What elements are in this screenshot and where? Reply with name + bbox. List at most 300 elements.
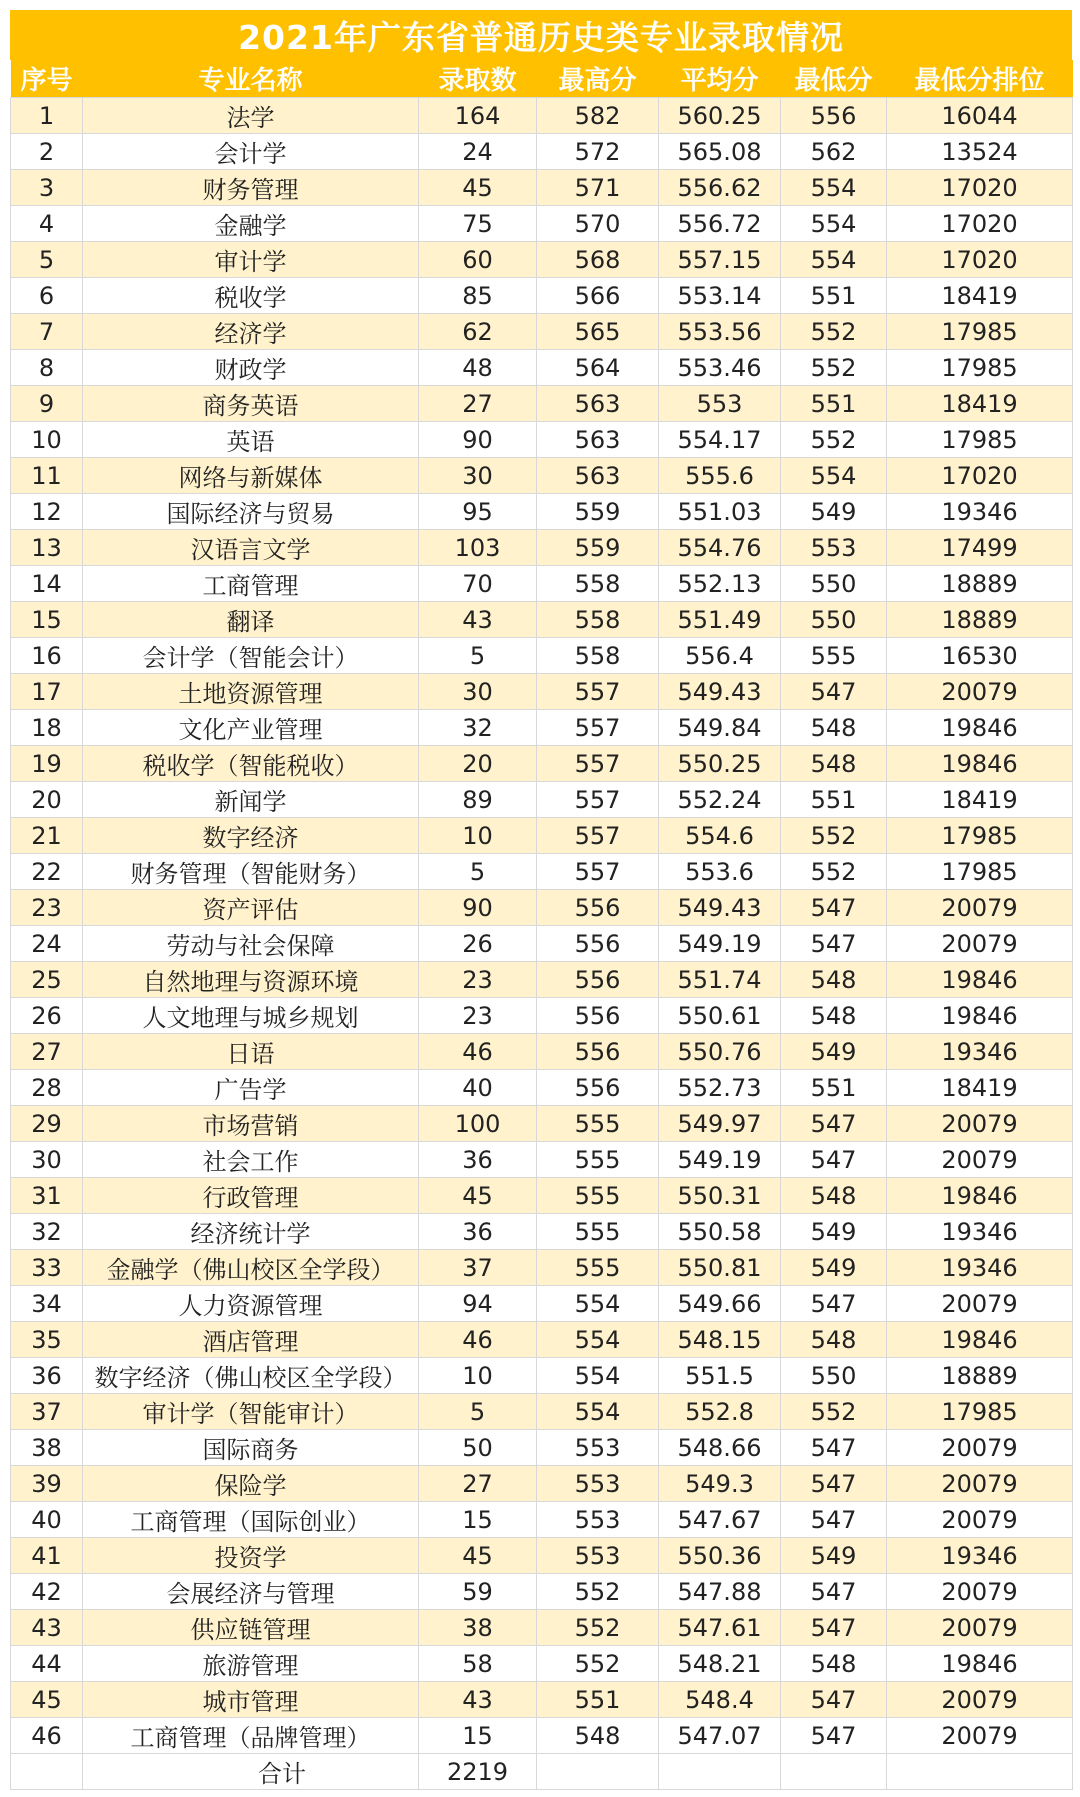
min-score-cell[interactable]: 550: [781, 1358, 887, 1394]
min-score-cell[interactable]: 548: [781, 710, 887, 746]
min-rank-cell[interactable]: 17985: [887, 422, 1073, 458]
max-score-cell[interactable]: 558: [537, 638, 659, 674]
major-name-cell[interactable]: 自然地理与资源环境: [83, 962, 419, 998]
max-score-cell[interactable]: 555: [537, 1214, 659, 1250]
min-rank-cell[interactable]: 18889: [887, 566, 1073, 602]
row-index-cell[interactable]: 41: [11, 1538, 83, 1574]
max-score-cell[interactable]: 571: [537, 170, 659, 206]
min-score-cell[interactable]: 550: [781, 566, 887, 602]
major-name-cell[interactable]: 工商管理（国际创业）: [83, 1502, 419, 1538]
admitted-count-cell[interactable]: 45: [419, 1538, 537, 1574]
col-header-major[interactable]: 专业名称: [198, 66, 303, 96]
min-score-cell[interactable]: 547: [781, 1430, 887, 1466]
max-score-cell[interactable]: 554: [537, 1394, 659, 1430]
avg-score-cell[interactable]: 549.97: [659, 1106, 781, 1142]
max-score-cell[interactable]: 570: [537, 206, 659, 242]
min-score-cell[interactable]: 549: [781, 494, 887, 530]
max-score-cell[interactable]: 556: [537, 1070, 659, 1106]
major-name-cell[interactable]: 市场营销: [83, 1106, 419, 1142]
max-score-cell[interactable]: 557: [537, 782, 659, 818]
min-rank-cell[interactable]: 16530: [887, 638, 1073, 674]
admitted-count-cell[interactable]: 164: [419, 98, 537, 134]
max-score-cell[interactable]: 557: [537, 710, 659, 746]
admitted-count-cell[interactable]: 40: [419, 1070, 537, 1106]
major-name-cell[interactable]: 供应链管理: [83, 1610, 419, 1646]
min-rank-cell[interactable]: 17020: [887, 170, 1073, 206]
avg-score-cell[interactable]: 553.6: [659, 854, 781, 890]
min-rank-cell[interactable]: 20079: [887, 1502, 1073, 1538]
min-rank-cell[interactable]: 17985: [887, 350, 1073, 386]
min-rank-cell[interactable]: 19346: [887, 1538, 1073, 1574]
major-name-cell[interactable]: 英语: [83, 422, 419, 458]
min-rank-cell[interactable]: 19346: [887, 1250, 1073, 1286]
admitted-count-cell[interactable]: 94: [419, 1286, 537, 1322]
max-score-cell[interactable]: 556: [537, 998, 659, 1034]
max-score-cell[interactable]: 552: [537, 1574, 659, 1610]
max-score-cell[interactable]: 556: [537, 890, 659, 926]
max-score-cell[interactable]: 572: [537, 134, 659, 170]
avg-score-cell[interactable]: 549.43: [659, 890, 781, 926]
min-score-cell[interactable]: 547: [781, 674, 887, 710]
min-rank-cell[interactable]: 17020: [887, 206, 1073, 242]
min-rank-cell[interactable]: 20079: [887, 1430, 1073, 1466]
row-index-cell[interactable]: 18: [11, 710, 83, 746]
admitted-count-cell[interactable]: 27: [419, 386, 537, 422]
row-index-cell[interactable]: 44: [11, 1646, 83, 1682]
min-rank-cell[interactable]: 20079: [887, 1718, 1073, 1754]
max-score-cell[interactable]: 557: [537, 674, 659, 710]
avg-score-cell[interactable]: 560.25: [659, 98, 781, 134]
min-rank-cell[interactable]: 19846: [887, 710, 1073, 746]
major-name-cell[interactable]: 酒店管理: [83, 1322, 419, 1358]
min-score-cell[interactable]: 548: [781, 962, 887, 998]
avg-score-cell[interactable]: 553.56: [659, 314, 781, 350]
major-name-cell[interactable]: 投资学: [83, 1538, 419, 1574]
total-empty-cell[interactable]: [659, 1754, 781, 1790]
major-name-cell[interactable]: 财务管理: [83, 170, 419, 206]
min-score-cell[interactable]: 547: [781, 1106, 887, 1142]
avg-score-cell[interactable]: 551.5: [659, 1358, 781, 1394]
admitted-count-cell[interactable]: 58: [419, 1646, 537, 1682]
max-score-cell[interactable]: 582: [537, 98, 659, 134]
min-rank-cell[interactable]: 20079: [887, 890, 1073, 926]
min-score-cell[interactable]: 552: [781, 854, 887, 890]
min-score-cell[interactable]: 547: [781, 1286, 887, 1322]
major-name-cell[interactable]: 会展经济与管理: [83, 1574, 419, 1610]
min-score-cell[interactable]: 552: [781, 314, 887, 350]
admitted-count-cell[interactable]: 89: [419, 782, 537, 818]
max-score-cell[interactable]: 555: [537, 1250, 659, 1286]
max-score-cell[interactable]: 564: [537, 350, 659, 386]
min-score-cell[interactable]: 547: [781, 1682, 887, 1718]
min-rank-cell[interactable]: 20079: [887, 1286, 1073, 1322]
admitted-count-cell[interactable]: 95: [419, 494, 537, 530]
min-rank-cell[interactable]: 18419: [887, 386, 1073, 422]
avg-score-cell[interactable]: 550.58: [659, 1214, 781, 1250]
major-name-cell[interactable]: 会计学: [83, 134, 419, 170]
min-score-cell[interactable]: 550: [781, 602, 887, 638]
admitted-count-cell[interactable]: 103: [419, 530, 537, 566]
col-header-avg[interactable]: 平均分: [680, 66, 759, 96]
min-score-cell[interactable]: 551: [781, 782, 887, 818]
avg-score-cell[interactable]: 551.74: [659, 962, 781, 998]
min-rank-cell[interactable]: 17985: [887, 854, 1073, 890]
major-name-cell[interactable]: 城市管理: [83, 1682, 419, 1718]
avg-score-cell[interactable]: 548.15: [659, 1322, 781, 1358]
major-name-cell[interactable]: 审计学: [83, 242, 419, 278]
avg-score-cell[interactable]: 557.15: [659, 242, 781, 278]
max-score-cell[interactable]: 548: [537, 1718, 659, 1754]
row-index-cell[interactable]: 5: [11, 242, 83, 278]
major-name-cell[interactable]: 广告学: [83, 1070, 419, 1106]
admitted-count-cell[interactable]: 36: [419, 1214, 537, 1250]
row-index-cell[interactable]: 14: [11, 566, 83, 602]
row-index-cell[interactable]: 27: [11, 1034, 83, 1070]
max-score-cell[interactable]: 551: [537, 1682, 659, 1718]
min-rank-cell[interactable]: 16044: [887, 98, 1073, 134]
avg-score-cell[interactable]: 549.19: [659, 926, 781, 962]
major-name-cell[interactable]: 人文地理与城乡规划: [83, 998, 419, 1034]
min-rank-cell[interactable]: 18889: [887, 1358, 1073, 1394]
major-name-cell[interactable]: 金融学: [83, 206, 419, 242]
row-index-cell[interactable]: 31: [11, 1178, 83, 1214]
row-index-cell[interactable]: 6: [11, 278, 83, 314]
major-name-cell[interactable]: 经济学: [83, 314, 419, 350]
admitted-count-cell[interactable]: 32: [419, 710, 537, 746]
major-name-cell[interactable]: 税收学（智能税收）: [83, 746, 419, 782]
avg-score-cell[interactable]: 549.19: [659, 1142, 781, 1178]
admitted-count-cell[interactable]: 43: [419, 602, 537, 638]
avg-score-cell[interactable]: 547.67: [659, 1502, 781, 1538]
min-score-cell[interactable]: 548: [781, 1646, 887, 1682]
row-index-cell[interactable]: 26: [11, 998, 83, 1034]
min-rank-cell[interactable]: 20079: [887, 926, 1073, 962]
col-header-min[interactable]: 最低分: [794, 66, 873, 96]
major-name-cell[interactable]: 劳动与社会保障: [83, 926, 419, 962]
min-rank-cell[interactable]: 19346: [887, 1214, 1073, 1250]
max-score-cell[interactable]: 555: [537, 1106, 659, 1142]
max-score-cell[interactable]: 558: [537, 602, 659, 638]
min-score-cell[interactable]: 548: [781, 1178, 887, 1214]
row-index-cell[interactable]: 35: [11, 1322, 83, 1358]
min-score-cell[interactable]: 547: [781, 890, 887, 926]
max-score-cell[interactable]: 553: [537, 1538, 659, 1574]
min-score-cell[interactable]: 551: [781, 386, 887, 422]
min-rank-cell[interactable]: 19846: [887, 1322, 1073, 1358]
max-score-cell[interactable]: 555: [537, 1178, 659, 1214]
major-name-cell[interactable]: 数字经济: [83, 818, 419, 854]
major-name-cell[interactable]: 文化产业管理: [83, 710, 419, 746]
major-name-cell[interactable]: 审计学（智能审计）: [83, 1394, 419, 1430]
min-score-cell[interactable]: 552: [781, 422, 887, 458]
row-index-cell[interactable]: 29: [11, 1106, 83, 1142]
row-index-cell[interactable]: 30: [11, 1142, 83, 1178]
row-index-cell[interactable]: 8: [11, 350, 83, 386]
major-name-cell[interactable]: 工商管理: [83, 566, 419, 602]
row-index-cell[interactable]: 34: [11, 1286, 83, 1322]
avg-score-cell[interactable]: 547.88: [659, 1574, 781, 1610]
min-rank-cell[interactable]: 20079: [887, 1610, 1073, 1646]
major-name-cell[interactable]: 保险学: [83, 1466, 419, 1502]
avg-score-cell[interactable]: 550.31: [659, 1178, 781, 1214]
min-score-cell[interactable]: 549: [781, 1250, 887, 1286]
max-score-cell[interactable]: 563: [537, 422, 659, 458]
total-value[interactable]: 2219: [419, 1754, 537, 1790]
avg-score-cell[interactable]: 554.76: [659, 530, 781, 566]
avg-score-cell[interactable]: 552.13: [659, 566, 781, 602]
row-index-cell[interactable]: 15: [11, 602, 83, 638]
max-score-cell[interactable]: 563: [537, 458, 659, 494]
min-score-cell[interactable]: 547: [781, 1502, 887, 1538]
row-index-cell[interactable]: 25: [11, 962, 83, 998]
major-name-cell[interactable]: 金融学（佛山校区全学段）: [83, 1250, 419, 1286]
admitted-count-cell[interactable]: 90: [419, 890, 537, 926]
admitted-count-cell[interactable]: 27: [419, 1466, 537, 1502]
avg-score-cell[interactable]: 547.61: [659, 1610, 781, 1646]
min-score-cell[interactable]: 553: [781, 530, 887, 566]
avg-score-cell[interactable]: 553.46: [659, 350, 781, 386]
row-index-cell[interactable]: 23: [11, 890, 83, 926]
min-rank-cell[interactable]: 20079: [887, 1466, 1073, 1502]
min-rank-cell[interactable]: 20079: [887, 1574, 1073, 1610]
major-name-cell[interactable]: 会计学（智能会计）: [83, 638, 419, 674]
admitted-count-cell[interactable]: 20: [419, 746, 537, 782]
min-rank-cell[interactable]: 19846: [887, 998, 1073, 1034]
min-score-cell[interactable]: 547: [781, 1574, 887, 1610]
avg-score-cell[interactable]: 553.14: [659, 278, 781, 314]
min-rank-cell[interactable]: 18419: [887, 278, 1073, 314]
max-score-cell[interactable]: 556: [537, 926, 659, 962]
min-score-cell[interactable]: 549: [781, 1034, 887, 1070]
row-index-cell[interactable]: 4: [11, 206, 83, 242]
major-name-cell[interactable]: 土地资源管理: [83, 674, 419, 710]
min-rank-cell[interactable]: 20079: [887, 1106, 1073, 1142]
total-empty-cell[interactable]: [781, 1754, 887, 1790]
avg-score-cell[interactable]: 552.8: [659, 1394, 781, 1430]
avg-score-cell[interactable]: 556.62: [659, 170, 781, 206]
admitted-count-cell[interactable]: 60: [419, 242, 537, 278]
max-score-cell[interactable]: 556: [537, 1034, 659, 1070]
avg-score-cell[interactable]: 553: [659, 386, 781, 422]
row-index-cell[interactable]: 21: [11, 818, 83, 854]
avg-score-cell[interactable]: 549.84: [659, 710, 781, 746]
row-index-cell[interactable]: 45: [11, 1682, 83, 1718]
max-score-cell[interactable]: 559: [537, 494, 659, 530]
major-name-cell[interactable]: 税收学: [83, 278, 419, 314]
admitted-count-cell[interactable]: 10: [419, 1358, 537, 1394]
col-header-max[interactable]: 最高分: [558, 66, 637, 96]
row-index-cell[interactable]: 13: [11, 530, 83, 566]
min-rank-cell[interactable]: 17985: [887, 1394, 1073, 1430]
admitted-count-cell[interactable]: 30: [419, 458, 537, 494]
row-index-cell[interactable]: 39: [11, 1466, 83, 1502]
row-index-cell[interactable]: 17: [11, 674, 83, 710]
row-index-cell[interactable]: 32: [11, 1214, 83, 1250]
admitted-count-cell[interactable]: 43: [419, 1682, 537, 1718]
avg-score-cell[interactable]: 548.4: [659, 1682, 781, 1718]
row-index-cell[interactable]: 20: [11, 782, 83, 818]
avg-score-cell[interactable]: 550.81: [659, 1250, 781, 1286]
min-score-cell[interactable]: 551: [781, 1070, 887, 1106]
max-score-cell[interactable]: 553: [537, 1430, 659, 1466]
col-header-admitted[interactable]: 录取数: [438, 66, 517, 96]
admitted-count-cell[interactable]: 24: [419, 134, 537, 170]
row-index-cell[interactable]: 43: [11, 1610, 83, 1646]
max-score-cell[interactable]: 557: [537, 818, 659, 854]
min-score-cell[interactable]: 548: [781, 998, 887, 1034]
admitted-count-cell[interactable]: 15: [419, 1718, 537, 1754]
avg-score-cell[interactable]: 550.76: [659, 1034, 781, 1070]
admitted-count-cell[interactable]: 90: [419, 422, 537, 458]
admitted-count-cell[interactable]: 59: [419, 1574, 537, 1610]
min-score-cell[interactable]: 554: [781, 458, 887, 494]
admitted-count-cell[interactable]: 36: [419, 1142, 537, 1178]
row-index-cell[interactable]: 12: [11, 494, 83, 530]
row-index-cell[interactable]: 16: [11, 638, 83, 674]
min-score-cell[interactable]: 547: [781, 1466, 887, 1502]
row-index-cell[interactable]: 3: [11, 170, 83, 206]
max-score-cell[interactable]: 556: [537, 962, 659, 998]
avg-score-cell[interactable]: 551.03: [659, 494, 781, 530]
min-rank-cell[interactable]: 19346: [887, 1034, 1073, 1070]
admitted-count-cell[interactable]: 23: [419, 998, 537, 1034]
avg-score-cell[interactable]: 550.61: [659, 998, 781, 1034]
major-name-cell[interactable]: 人力资源管理: [83, 1286, 419, 1322]
row-index-cell[interactable]: 2: [11, 134, 83, 170]
admitted-count-cell[interactable]: 23: [419, 962, 537, 998]
min-score-cell[interactable]: 552: [781, 818, 887, 854]
row-index-cell[interactable]: 11: [11, 458, 83, 494]
major-name-cell[interactable]: 财政学: [83, 350, 419, 386]
major-name-cell[interactable]: 汉语言文学: [83, 530, 419, 566]
avg-score-cell[interactable]: 547.07: [659, 1718, 781, 1754]
min-rank-cell[interactable]: 17985: [887, 818, 1073, 854]
max-score-cell[interactable]: 568: [537, 242, 659, 278]
major-name-cell[interactable]: 商务英语: [83, 386, 419, 422]
max-score-cell[interactable]: 565: [537, 314, 659, 350]
min-rank-cell[interactable]: 19846: [887, 1178, 1073, 1214]
avg-score-cell[interactable]: 548.66: [659, 1430, 781, 1466]
max-score-cell[interactable]: 552: [537, 1646, 659, 1682]
avg-score-cell[interactable]: 552.73: [659, 1070, 781, 1106]
major-name-cell[interactable]: 工商管理（品牌管理）: [83, 1718, 419, 1754]
min-rank-cell[interactable]: 20079: [887, 1682, 1073, 1718]
total-empty-cell[interactable]: [537, 1754, 659, 1790]
major-name-cell[interactable]: 经济统计学: [83, 1214, 419, 1250]
max-score-cell[interactable]: 559: [537, 530, 659, 566]
total-index-cell[interactable]: [11, 1754, 83, 1790]
min-score-cell[interactable]: 549: [781, 1214, 887, 1250]
min-rank-cell[interactable]: 20079: [887, 1142, 1073, 1178]
avg-score-cell[interactable]: 554.17: [659, 422, 781, 458]
row-index-cell[interactable]: 36: [11, 1358, 83, 1394]
row-index-cell[interactable]: 38: [11, 1430, 83, 1466]
max-score-cell[interactable]: 554: [537, 1286, 659, 1322]
min-score-cell[interactable]: 548: [781, 746, 887, 782]
major-name-cell[interactable]: 法学: [83, 98, 419, 134]
min-score-cell[interactable]: 555: [781, 638, 887, 674]
major-name-cell[interactable]: 旅游管理: [83, 1646, 419, 1682]
max-score-cell[interactable]: 553: [537, 1466, 659, 1502]
major-name-cell[interactable]: 行政管理: [83, 1178, 419, 1214]
admitted-count-cell[interactable]: 45: [419, 170, 537, 206]
col-header-min-rank[interactable]: 最低分排位: [914, 66, 1045, 96]
min-score-cell[interactable]: 551: [781, 278, 887, 314]
min-rank-cell[interactable]: 18419: [887, 782, 1073, 818]
major-name-cell[interactable]: 数字经济（佛山校区全学段）: [83, 1358, 419, 1394]
min-rank-cell[interactable]: 19346: [887, 494, 1073, 530]
admitted-count-cell[interactable]: 46: [419, 1322, 537, 1358]
min-rank-cell[interactable]: 17020: [887, 458, 1073, 494]
admitted-count-cell[interactable]: 50: [419, 1430, 537, 1466]
min-score-cell[interactable]: 552: [781, 1394, 887, 1430]
min-score-cell[interactable]: 554: [781, 170, 887, 206]
admitted-count-cell[interactable]: 62: [419, 314, 537, 350]
max-score-cell[interactable]: 558: [537, 566, 659, 602]
avg-score-cell[interactable]: 556.4: [659, 638, 781, 674]
min-score-cell[interactable]: 554: [781, 206, 887, 242]
avg-score-cell[interactable]: 548.21: [659, 1646, 781, 1682]
row-index-cell[interactable]: 42: [11, 1574, 83, 1610]
admitted-count-cell[interactable]: 26: [419, 926, 537, 962]
max-score-cell[interactable]: 552: [537, 1610, 659, 1646]
avg-score-cell[interactable]: 549.43: [659, 674, 781, 710]
row-index-cell[interactable]: 24: [11, 926, 83, 962]
major-name-cell[interactable]: 新闻学: [83, 782, 419, 818]
max-score-cell[interactable]: 555: [537, 1142, 659, 1178]
major-name-cell[interactable]: 翻译: [83, 602, 419, 638]
row-index-cell[interactable]: 46: [11, 1718, 83, 1754]
row-index-cell[interactable]: 9: [11, 386, 83, 422]
total-empty-cell[interactable]: [887, 1754, 1073, 1790]
major-name-cell[interactable]: 国际商务: [83, 1430, 419, 1466]
max-score-cell[interactable]: 557: [537, 854, 659, 890]
row-index-cell[interactable]: 37: [11, 1394, 83, 1430]
admitted-count-cell[interactable]: 5: [419, 1394, 537, 1430]
min-score-cell[interactable]: 547: [781, 1142, 887, 1178]
max-score-cell[interactable]: 554: [537, 1358, 659, 1394]
admitted-count-cell[interactable]: 37: [419, 1250, 537, 1286]
admitted-count-cell[interactable]: 70: [419, 566, 537, 602]
avg-score-cell[interactable]: 549.3: [659, 1466, 781, 1502]
major-name-cell[interactable]: 资产评估: [83, 890, 419, 926]
max-score-cell[interactable]: 557: [537, 746, 659, 782]
admitted-count-cell[interactable]: 48: [419, 350, 537, 386]
admitted-count-cell[interactable]: 38: [419, 1610, 537, 1646]
row-index-cell[interactable]: 10: [11, 422, 83, 458]
avg-score-cell[interactable]: 554.6: [659, 818, 781, 854]
min-rank-cell[interactable]: 17020: [887, 242, 1073, 278]
min-rank-cell[interactable]: 20079: [887, 674, 1073, 710]
max-score-cell[interactable]: 563: [537, 386, 659, 422]
min-score-cell[interactable]: 552: [781, 350, 887, 386]
min-score-cell[interactable]: 548: [781, 1322, 887, 1358]
min-rank-cell[interactable]: 18889: [887, 602, 1073, 638]
row-index-cell[interactable]: 28: [11, 1070, 83, 1106]
avg-score-cell[interactable]: 551.49: [659, 602, 781, 638]
min-score-cell[interactable]: 547: [781, 926, 887, 962]
total-label[interactable]: 合计: [83, 1754, 419, 1790]
avg-score-cell[interactable]: 555.6: [659, 458, 781, 494]
admitted-count-cell[interactable]: 75: [419, 206, 537, 242]
admitted-count-cell[interactable]: 45: [419, 1178, 537, 1214]
max-score-cell[interactable]: 554: [537, 1322, 659, 1358]
min-rank-cell[interactable]: 19846: [887, 746, 1073, 782]
admitted-count-cell[interactable]: 100: [419, 1106, 537, 1142]
col-header-index[interactable]: 序号: [20, 66, 73, 96]
row-index-cell[interactable]: 19: [11, 746, 83, 782]
admitted-count-cell[interactable]: 85: [419, 278, 537, 314]
